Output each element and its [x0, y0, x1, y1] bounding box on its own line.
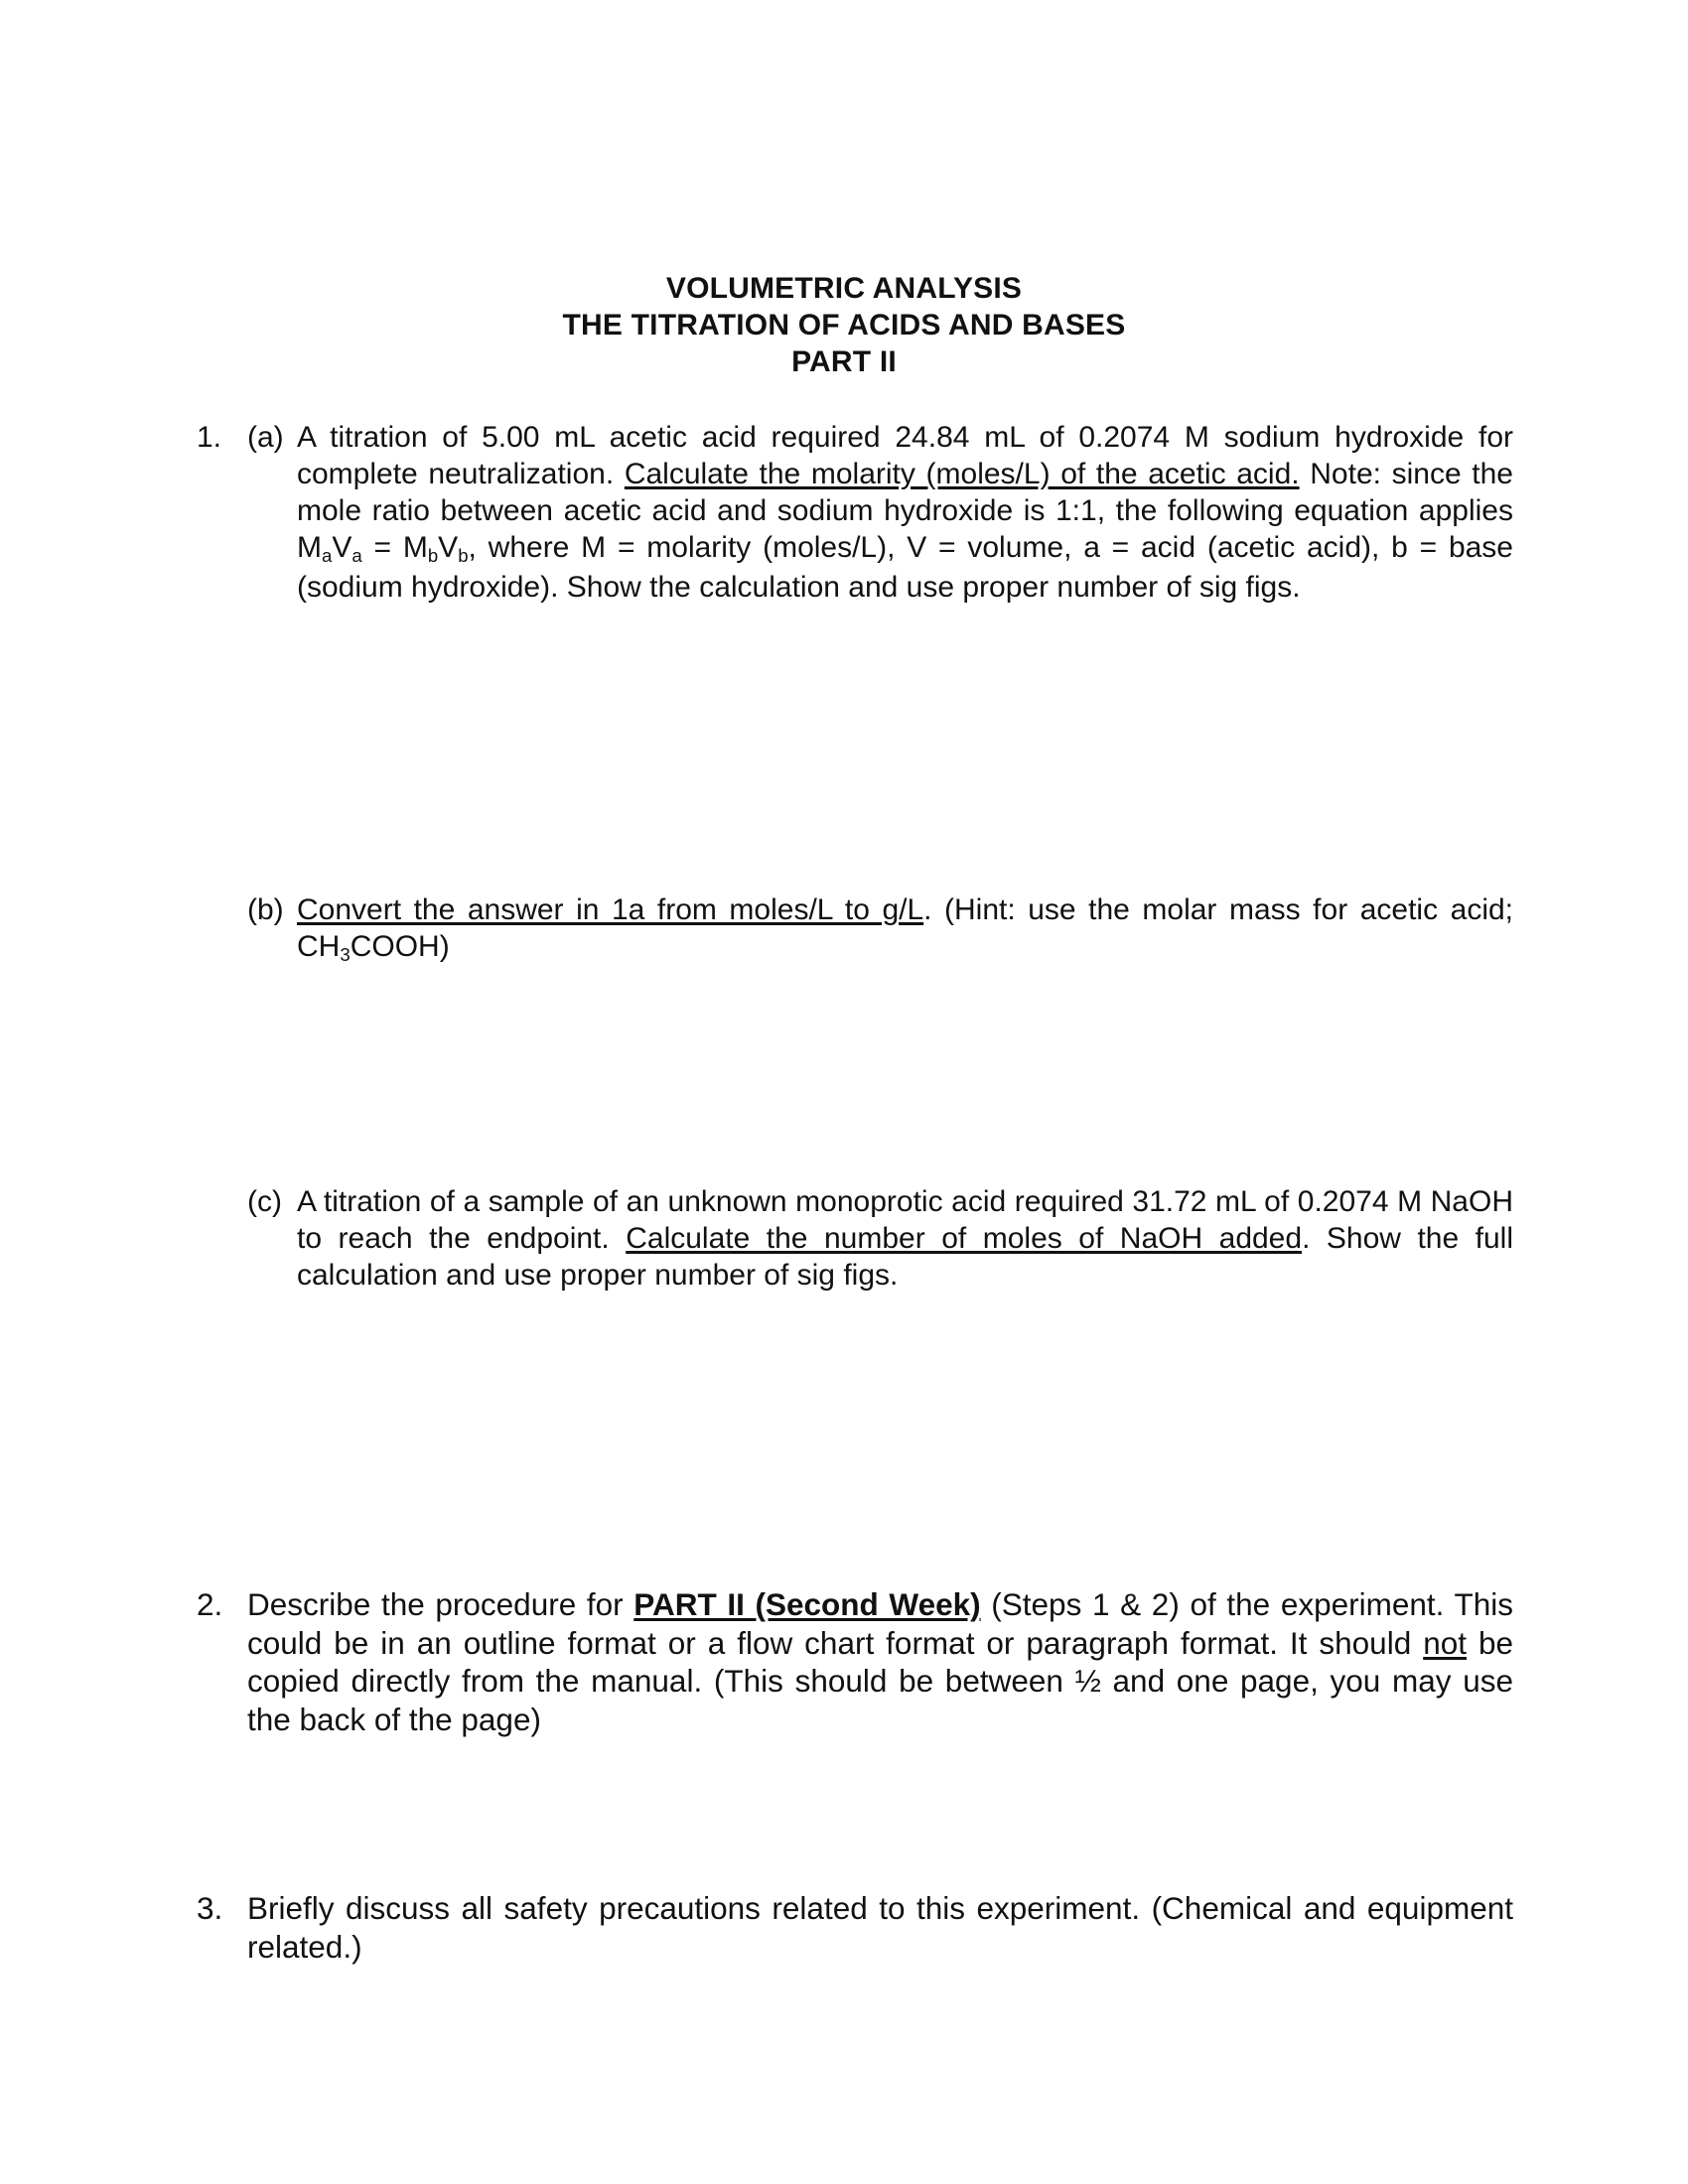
- title-line-2: THE TITRATION OF ACIDS AND BASES: [562, 309, 1126, 341]
- question-2-number: 2.: [197, 1586, 223, 1622]
- question-1c-label: (c): [247, 1185, 282, 1218]
- question-1a-label: (a): [247, 421, 284, 454]
- question-1b-task: Convert the answer in 1a from moles/L to g/L: [297, 893, 924, 926]
- equation: $M_aV_a = M_bV_b$: [297, 531, 469, 567]
- question-1b-text: Convert the answer in 1a from moles/L to g/L. (Hint: use the molar mass for acetic acid; $CH_3COOH$): [297, 893, 1513, 966]
- question-1c-task: Calculate the number of moles of NaOH added: [626, 1222, 1303, 1255]
- question-2-part-label: PART II (Second Week): [633, 1586, 981, 1622]
- question-1b-label: (b): [247, 893, 284, 926]
- question-2-emphasis: not: [1423, 1624, 1467, 1661]
- title-line-1: VOLUMETRIC ANALYSIS: [665, 272, 1023, 305]
- question-1-number: 1.: [197, 421, 222, 454]
- title-line-3: PART II: [791, 345, 897, 378]
- question-2-text: Describe the procedure for PART II (Second Week) (Steps 1 & 2) of the experiment. This could be in an outline format or a flow chart format or paragraph format. It should not be copied directly from the manual. (This should be between ½ and one page, you may use the back of the page): [247, 1586, 1513, 1737]
- question-3-number: 3.: [197, 1890, 223, 1926]
- question-3-text: Briefly discuss all safety precautions related to this experiment. (Chemical and equipment related.): [247, 1890, 1513, 1965]
- question-1a-text: A titration of 5.00 mL acetic acid required 24.84 mL of 0.2074 M sodium hydroxide for complete neutralization. Calculate the molarity (moles/L) of the acetic acid. Note: since the mole ratio between acetic acid and sodium hydroxide is 1:1, the following equation applies $M_aV_a = M_bV_b$, where M = molarity (moles/L), V = volume, a = acid (acetic acid), b = base (sodium hydroxide). Show the calculation and use proper number of sig figs.: [297, 421, 1513, 604]
- question-1a-task: Calculate the molarity (moles/L) of the acetic acid.: [624, 458, 1300, 490]
- document-title: [0, 270, 1688, 380]
- question-1c-text: A titration of a sample of an unknown monoprotic acid required 31.72 mL of 0.2074 M NaOH to reach the endpoint. Calculate the number of moles of NaOH added. Show the full calculation and use proper number of sig figs.: [297, 1185, 1513, 1292]
